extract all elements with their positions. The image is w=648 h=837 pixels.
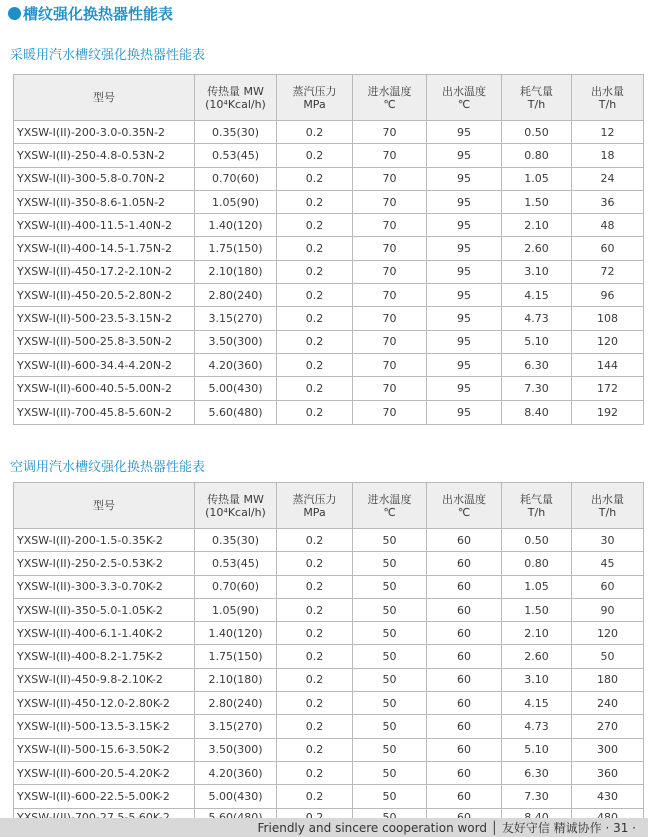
- column-header: [14, 483, 195, 529]
- table-row: [14, 214, 644, 237]
- model-cell: YXSW-I(II)-600-20.5-4.20K-2: [14, 761, 195, 784]
- table-row: [14, 121, 644, 144]
- value-cell: 300: [572, 738, 644, 761]
- value-cell: 0.2: [277, 785, 353, 808]
- value-cell: 1.40(120): [195, 214, 277, 237]
- value-cell: 90: [572, 598, 644, 621]
- value-cell: 1.75(150): [195, 237, 277, 260]
- value-cell: 70: [353, 167, 427, 190]
- value-cell: 430: [572, 785, 644, 808]
- model-cell: YXSW-I(II)-600-22.5-5.00K-2: [14, 785, 195, 808]
- value-cell: 0.2: [277, 575, 353, 598]
- value-cell: 60: [427, 575, 502, 598]
- column-header-label: 蒸汽压力: [292, 84, 337, 98]
- value-cell: 0.2: [277, 668, 353, 691]
- model-cell: YXSW-I(II)-450-12.0-2.80K-2: [14, 692, 195, 715]
- value-cell: 6.30: [502, 761, 572, 784]
- value-cell: 60: [572, 575, 644, 598]
- model-cell: YXSW-I(II)-450-9.8-2.10K-2: [14, 668, 195, 691]
- table-row: [14, 761, 644, 784]
- column-header-label: 出水温度: [442, 492, 486, 506]
- column-header: [14, 75, 195, 121]
- value-cell: 50: [353, 668, 427, 691]
- value-cell: 50: [353, 715, 427, 738]
- table-row: [14, 785, 644, 808]
- value-cell: 50: [572, 645, 644, 668]
- value-cell: 2.10: [502, 214, 572, 237]
- value-cell: 95: [427, 307, 502, 330]
- bullet-dot-icon: [8, 7, 21, 20]
- column-header: [502, 75, 572, 121]
- value-cell: 180: [572, 668, 644, 691]
- value-cell: 0.35(30): [195, 121, 277, 144]
- value-cell: 2.10(180): [195, 668, 277, 691]
- value-cell: 70: [353, 353, 427, 376]
- value-cell: 50: [353, 761, 427, 784]
- value-cell: 5.60(480): [195, 400, 277, 424]
- model-cell: YXSW-I(II)-300-5.8-0.70N-2: [14, 167, 195, 190]
- value-cell: 95: [427, 121, 502, 144]
- table-row: [14, 668, 644, 691]
- value-cell: 95: [427, 400, 502, 424]
- value-cell: 24: [572, 167, 644, 190]
- value-cell: 50: [353, 645, 427, 668]
- value-cell: 0.2: [277, 307, 353, 330]
- value-cell: 8.40: [502, 400, 572, 424]
- table-row: [14, 400, 644, 424]
- value-cell: 50: [353, 692, 427, 715]
- column-header-label: 进水温度: [367, 84, 412, 98]
- value-cell: 1.05: [502, 167, 572, 190]
- value-cell: 60: [427, 761, 502, 784]
- column-header: [502, 483, 572, 529]
- column-header-unit: T/h: [598, 505, 617, 519]
- value-cell: 6.30: [502, 353, 572, 376]
- value-cell: 5.10: [502, 738, 572, 761]
- value-cell: 70: [353, 400, 427, 424]
- value-cell: 4.73: [502, 307, 572, 330]
- model-cell: YXSW-I(II)-200-1.5-0.35K-2: [14, 529, 195, 552]
- value-cell: 0.2: [277, 353, 353, 376]
- value-cell: 70: [353, 307, 427, 330]
- value-cell: 1.50: [502, 598, 572, 621]
- value-cell: 70: [353, 190, 427, 213]
- value-cell: 2.10: [502, 622, 572, 645]
- table-heating: [13, 74, 644, 425]
- value-cell: 172: [572, 377, 644, 400]
- value-cell: 0.2: [277, 715, 353, 738]
- value-cell: 2.60: [502, 645, 572, 668]
- model-cell: YXSW-I(II)-200-3.0-0.35N-2: [14, 121, 195, 144]
- model-cell: YXSW-I(II)-600-40.5-5.00N-2: [14, 377, 195, 400]
- value-cell: 5.00(430): [195, 785, 277, 808]
- value-cell: 60: [427, 552, 502, 575]
- column-header-unit: MPa: [303, 97, 326, 111]
- value-cell: 2.80(240): [195, 692, 277, 715]
- table-row: [14, 330, 644, 353]
- value-cell: 0.35(30): [195, 529, 277, 552]
- value-cell: 108: [572, 307, 644, 330]
- value-cell: 50: [353, 575, 427, 598]
- footer-text: Friendly and sincere cooperation word │ 友好守信 精诚协作 · 31 ·: [257, 821, 636, 835]
- value-cell: 4.15: [502, 284, 572, 307]
- value-cell: 0.50: [502, 121, 572, 144]
- value-cell: 7.30: [502, 377, 572, 400]
- value-cell: 70: [353, 121, 427, 144]
- header-row: [14, 75, 644, 121]
- model-cell: YXSW-I(II)-450-20.5-2.80N-2: [14, 284, 195, 307]
- column-header-label: 出水量: [591, 492, 624, 506]
- value-cell: 95: [427, 214, 502, 237]
- column-header: [427, 483, 502, 529]
- value-cell: 50: [353, 785, 427, 808]
- model-cell: YXSW-I(II)-250-4.8-0.53N-2: [14, 144, 195, 167]
- model-cell: YXSW-I(II)-400-11.5-1.40N-2: [14, 214, 195, 237]
- value-cell: 0.2: [277, 400, 353, 424]
- model-cell: YXSW-I(II)-500-25.8-3.50N-2: [14, 330, 195, 353]
- value-cell: 70: [353, 144, 427, 167]
- model-cell: YXSW-I(II)-400-8.2-1.75K-2: [14, 645, 195, 668]
- table-row: [14, 622, 644, 645]
- value-cell: 36: [572, 190, 644, 213]
- table-row: [14, 552, 644, 575]
- column-header: [353, 75, 427, 121]
- value-cell: 0.80: [502, 552, 572, 575]
- column-header-label: 进水温度: [367, 492, 412, 506]
- column-header: [572, 75, 644, 121]
- value-cell: 95: [427, 260, 502, 283]
- value-cell: 3.50(300): [195, 738, 277, 761]
- value-cell: 5.00(430): [195, 377, 277, 400]
- value-cell: 1.75(150): [195, 645, 277, 668]
- table-row: [14, 692, 644, 715]
- table-row: [14, 237, 644, 260]
- value-cell: 95: [427, 330, 502, 353]
- value-cell: 18: [572, 144, 644, 167]
- value-cell: 120: [572, 622, 644, 645]
- value-cell: 70: [353, 237, 427, 260]
- value-cell: 1.50: [502, 190, 572, 213]
- page-title-text: 槽纹强化换热器性能表: [23, 5, 174, 23]
- value-cell: 0.2: [277, 377, 353, 400]
- value-cell: 95: [427, 144, 502, 167]
- value-cell: 95: [427, 167, 502, 190]
- column-header-label: 耗气量: [520, 84, 553, 98]
- column-header-unit: ℃: [383, 97, 396, 111]
- value-cell: 144: [572, 353, 644, 376]
- column-header-label: 出水量: [591, 84, 624, 98]
- column-header-label: 蒸汽压力: [292, 492, 337, 506]
- column-header: [195, 75, 277, 121]
- value-cell: 95: [427, 284, 502, 307]
- value-cell: 70: [353, 260, 427, 283]
- value-cell: 0.2: [277, 167, 353, 190]
- value-cell: 2.60: [502, 237, 572, 260]
- value-cell: 0.2: [277, 761, 353, 784]
- value-cell: 0.2: [277, 237, 353, 260]
- value-cell: 0.80: [502, 144, 572, 167]
- column-header-unit: T/h: [527, 97, 546, 111]
- column-header-unit: (10⁴Kcal/h): [205, 97, 266, 111]
- column-header-label: 传热量 MW: [207, 492, 264, 506]
- table-row: [14, 645, 644, 668]
- column-header-unit: ℃: [457, 97, 471, 111]
- value-cell: 0.2: [277, 529, 353, 552]
- value-cell: 4.73: [502, 715, 572, 738]
- section-title-heating: 采暖用汽水槽纹强化换热器性能表: [10, 48, 206, 63]
- column-header: [195, 483, 277, 529]
- value-cell: 0.2: [277, 284, 353, 307]
- value-cell: 0.2: [277, 330, 353, 353]
- value-cell: 0.2: [277, 121, 353, 144]
- table-aircon: [13, 482, 644, 828]
- value-cell: 70: [353, 330, 427, 353]
- value-cell: 5.10: [502, 330, 572, 353]
- column-header: [353, 483, 427, 529]
- value-cell: 1.05(90): [195, 598, 277, 621]
- table-row: [14, 284, 644, 307]
- column-header-unit: ℃: [457, 505, 471, 519]
- table-row: [14, 598, 644, 621]
- model-cell: YXSW-I(II)-400-6.1-1.40K-2: [14, 622, 195, 645]
- column-header: [277, 75, 353, 121]
- model-cell: YXSW-I(II)-400-14.5-1.75N-2: [14, 237, 195, 260]
- value-cell: 0.2: [277, 622, 353, 645]
- value-cell: 50: [353, 552, 427, 575]
- model-cell: YXSW-I(II)-500-13.5-3.15K-2: [14, 715, 195, 738]
- table-row: [14, 307, 644, 330]
- column-header-unit: (10⁴Kcal/h): [205, 505, 266, 519]
- value-cell: 50: [353, 529, 427, 552]
- value-cell: 0.2: [277, 214, 353, 237]
- column-header-unit: T/h: [598, 97, 617, 111]
- value-cell: 12: [572, 121, 644, 144]
- value-cell: 270: [572, 715, 644, 738]
- column-header-label: 型号: [93, 499, 115, 512]
- value-cell: 2.10(180): [195, 260, 277, 283]
- value-cell: 0.2: [277, 598, 353, 621]
- value-cell: 3.50(300): [195, 330, 277, 353]
- value-cell: 95: [427, 353, 502, 376]
- page-title: [8, 3, 173, 24]
- value-cell: 95: [427, 377, 502, 400]
- value-cell: 60: [427, 622, 502, 645]
- column-header: [277, 483, 353, 529]
- value-cell: 0.2: [277, 738, 353, 761]
- value-cell: 60: [427, 692, 502, 715]
- value-cell: 60: [427, 715, 502, 738]
- column-header-unit: T/h: [527, 505, 546, 519]
- model-cell: YXSW-I(II)-500-15.6-3.50K-2: [14, 738, 195, 761]
- value-cell: 60: [427, 598, 502, 621]
- value-cell: 0.53(45): [195, 144, 277, 167]
- table-row: [14, 144, 644, 167]
- value-cell: 60: [427, 668, 502, 691]
- table-row: [14, 715, 644, 738]
- value-cell: 0.70(60): [195, 167, 277, 190]
- value-cell: 70: [353, 377, 427, 400]
- value-cell: 360: [572, 761, 644, 784]
- value-cell: 0.70(60): [195, 575, 277, 598]
- value-cell: 7.30: [502, 785, 572, 808]
- model-cell: YXSW-I(II)-600-34.4-4.20N-2: [14, 353, 195, 376]
- value-cell: 70: [353, 284, 427, 307]
- table-row: [14, 353, 644, 376]
- value-cell: 60: [427, 785, 502, 808]
- value-cell: 240: [572, 692, 644, 715]
- value-cell: 72: [572, 260, 644, 283]
- model-cell: YXSW-I(II)-450-17.2-2.10N-2: [14, 260, 195, 283]
- column-header-label: 耗气量: [520, 492, 553, 506]
- value-cell: 3.15(270): [195, 307, 277, 330]
- value-cell: 0.2: [277, 260, 353, 283]
- value-cell: 0.2: [277, 144, 353, 167]
- value-cell: 95: [427, 190, 502, 213]
- table-row: [14, 575, 644, 598]
- table-row: [14, 529, 644, 552]
- value-cell: 1.05: [502, 575, 572, 598]
- model-cell: YXSW-I(II)-350-5.0-1.05K-2: [14, 598, 195, 621]
- value-cell: 4.20(360): [195, 761, 277, 784]
- model-cell: YXSW-I(II)-350-8.6-1.05N-2: [14, 190, 195, 213]
- value-cell: 3.10: [502, 260, 572, 283]
- column-header-label: 出水温度: [442, 84, 486, 98]
- table-row: [14, 167, 644, 190]
- model-cell: YXSW-I(II)-250-2.5-0.53K-2: [14, 552, 195, 575]
- column-header-unit: MPa: [303, 505, 326, 519]
- value-cell: 30: [572, 529, 644, 552]
- value-cell: 3.10: [502, 668, 572, 691]
- model-cell: YXSW-I(II)-700-45.8-5.60N-2: [14, 400, 195, 424]
- value-cell: 50: [353, 622, 427, 645]
- value-cell: 120: [572, 330, 644, 353]
- value-cell: 0.53(45): [195, 552, 277, 575]
- value-cell: 0.50: [502, 529, 572, 552]
- table-row: [14, 260, 644, 283]
- value-cell: 60: [427, 529, 502, 552]
- value-cell: 0.2: [277, 190, 353, 213]
- value-cell: 50: [353, 598, 427, 621]
- column-header: [572, 483, 644, 529]
- column-header: [427, 75, 502, 121]
- value-cell: 45: [572, 552, 644, 575]
- footer-bar: [0, 818, 648, 837]
- value-cell: 60: [572, 237, 644, 260]
- value-cell: 4.15: [502, 692, 572, 715]
- model-cell: YXSW-I(II)-300-3.3-0.70K-2: [14, 575, 195, 598]
- section-title-aircon: 空调用汽水槽纹强化换热器性能表: [10, 460, 206, 475]
- value-cell: 96: [572, 284, 644, 307]
- header-row: [14, 483, 644, 529]
- value-cell: 0.2: [277, 645, 353, 668]
- value-cell: 1.40(120): [195, 622, 277, 645]
- value-cell: 192: [572, 400, 644, 424]
- value-cell: 95: [427, 237, 502, 260]
- table-row: [14, 190, 644, 213]
- model-cell: YXSW-I(II)-500-23.5-3.15N-2: [14, 307, 195, 330]
- value-cell: 4.20(360): [195, 353, 277, 376]
- value-cell: 60: [427, 645, 502, 668]
- value-cell: 0.2: [277, 692, 353, 715]
- value-cell: 2.80(240): [195, 284, 277, 307]
- value-cell: 50: [353, 738, 427, 761]
- value-cell: 60: [427, 738, 502, 761]
- column-header-label: 传热量 MW: [207, 84, 264, 98]
- table-row: [14, 738, 644, 761]
- value-cell: 1.05(90): [195, 190, 277, 213]
- column-header-label: 型号: [93, 91, 115, 104]
- value-cell: 70: [353, 214, 427, 237]
- value-cell: 3.15(270): [195, 715, 277, 738]
- value-cell: 48: [572, 214, 644, 237]
- value-cell: 0.2: [277, 552, 353, 575]
- table-row: [14, 377, 644, 400]
- column-header-unit: ℃: [383, 505, 396, 519]
